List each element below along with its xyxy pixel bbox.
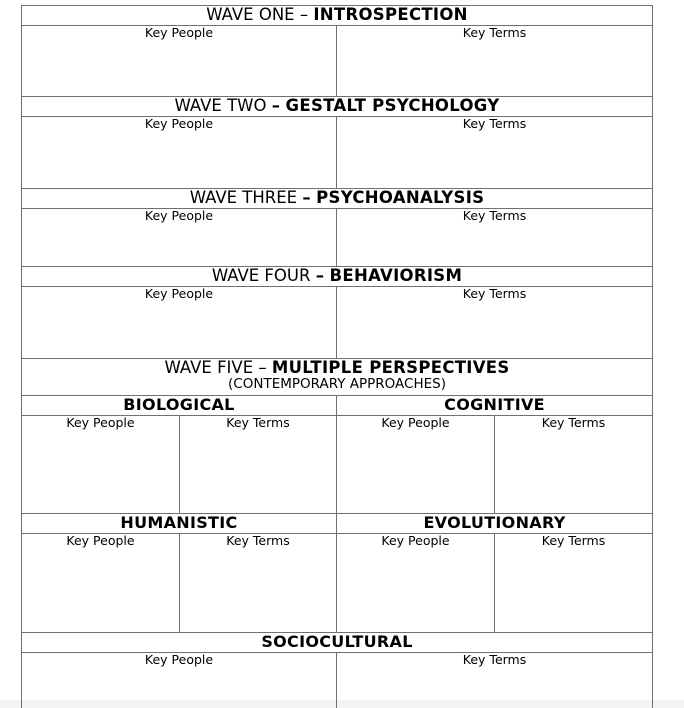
- wave-four-dash: –: [315, 266, 325, 285]
- key-people-label: Key People: [66, 533, 135, 548]
- key-people-label: Key People: [144, 286, 214, 301]
- wave-five-subtitle: (CONTEMPORARY APPROACHES): [228, 376, 446, 392]
- wave-two-title: GESTALT PSYCHOLOGY: [285, 96, 500, 115]
- key-terms-label: Key Terms: [462, 286, 527, 301]
- wave-five-prefix: WAVE FIVE: [164, 358, 254, 377]
- wave-four-title: BEHAVIORISM: [329, 266, 463, 285]
- sociocultural-key-people-cell[interactable]: [22, 653, 337, 708]
- wave-four-key-people-cell[interactable]: [22, 287, 337, 359]
- wave-one-header: [22, 6, 653, 26]
- wave-three-title: PSYCHOANALYSIS: [316, 188, 485, 207]
- wave-three-dash: –: [302, 188, 311, 207]
- key-terms-label: Key Terms: [541, 415, 606, 430]
- key-terms-label: Key Terms: [462, 652, 527, 667]
- key-people-label: Key People: [144, 652, 214, 667]
- wave-two-dash: –: [271, 96, 281, 115]
- key-people-label: Key People: [144, 25, 214, 40]
- key-terms-label: Key Terms: [226, 533, 290, 548]
- wave-three-key-terms-cell[interactable]: [337, 209, 653, 267]
- wave-four-header: [22, 267, 653, 287]
- key-people-label: Key People: [66, 415, 135, 430]
- humanistic-key-terms-cell[interactable]: [180, 534, 337, 633]
- key-terms-label: Key Terms: [462, 25, 527, 40]
- worksheet-table: [21, 5, 653, 708]
- cognitive-key-terms-cell[interactable]: [495, 416, 653, 514]
- key-terms-label: Key Terms: [462, 208, 527, 223]
- evolutionary-key-terms-cell[interactable]: [495, 534, 653, 633]
- wave-five-dash: –: [258, 358, 267, 377]
- wave-four-prefix: WAVE FOUR: [211, 266, 311, 285]
- wave-one-key-terms-cell[interactable]: [337, 26, 653, 97]
- evolutionary-header: EVOLUTIONARY: [337, 514, 653, 534]
- humanistic-key-people-cell[interactable]: [22, 534, 180, 633]
- sociocultural-header: SOCIOCULTURAL: [22, 633, 653, 653]
- key-people-label: Key People: [381, 533, 450, 548]
- wave-one-prefix: WAVE ONE: [206, 5, 295, 24]
- wave-one-dash: –: [299, 5, 309, 24]
- wave-three-header: [22, 189, 653, 209]
- wave-four-key-terms-cell[interactable]: [337, 287, 653, 359]
- wave-five-title: MULTIPLE PERSPECTIVES: [271, 358, 510, 377]
- wave-two-key-people-cell[interactable]: [22, 117, 337, 189]
- biological-key-people-cell[interactable]: [22, 416, 180, 514]
- sociocultural-key-terms-cell[interactable]: [337, 653, 653, 708]
- wave-two-prefix: WAVE TWO: [174, 96, 267, 115]
- cognitive-header: COGNITIVE: [337, 396, 653, 416]
- key-people-label: Key People: [144, 208, 214, 223]
- biological-key-terms-cell[interactable]: [180, 416, 337, 514]
- humanistic-header: HUMANISTIC: [22, 514, 337, 534]
- evolutionary-key-people-cell[interactable]: [337, 534, 495, 633]
- key-terms-label: Key Terms: [541, 533, 606, 548]
- biological-header: BIOLOGICAL: [22, 396, 337, 416]
- wave-two-header: [22, 97, 653, 117]
- key-terms-label: Key Terms: [226, 415, 290, 430]
- key-people-label: Key People: [381, 415, 450, 430]
- wave-one-key-people-cell[interactable]: [22, 26, 337, 97]
- wave-two-key-terms-cell[interactable]: [337, 117, 653, 189]
- cognitive-key-people-cell[interactable]: [337, 416, 495, 514]
- wave-three-key-people-cell[interactable]: [22, 209, 337, 267]
- wave-one-title: INTROSPECTION: [313, 5, 468, 24]
- key-terms-label: Key Terms: [462, 116, 527, 131]
- wave-five-header: [22, 359, 653, 396]
- wave-three-prefix: WAVE THREE: [189, 188, 298, 207]
- key-people-label: Key People: [144, 116, 214, 131]
